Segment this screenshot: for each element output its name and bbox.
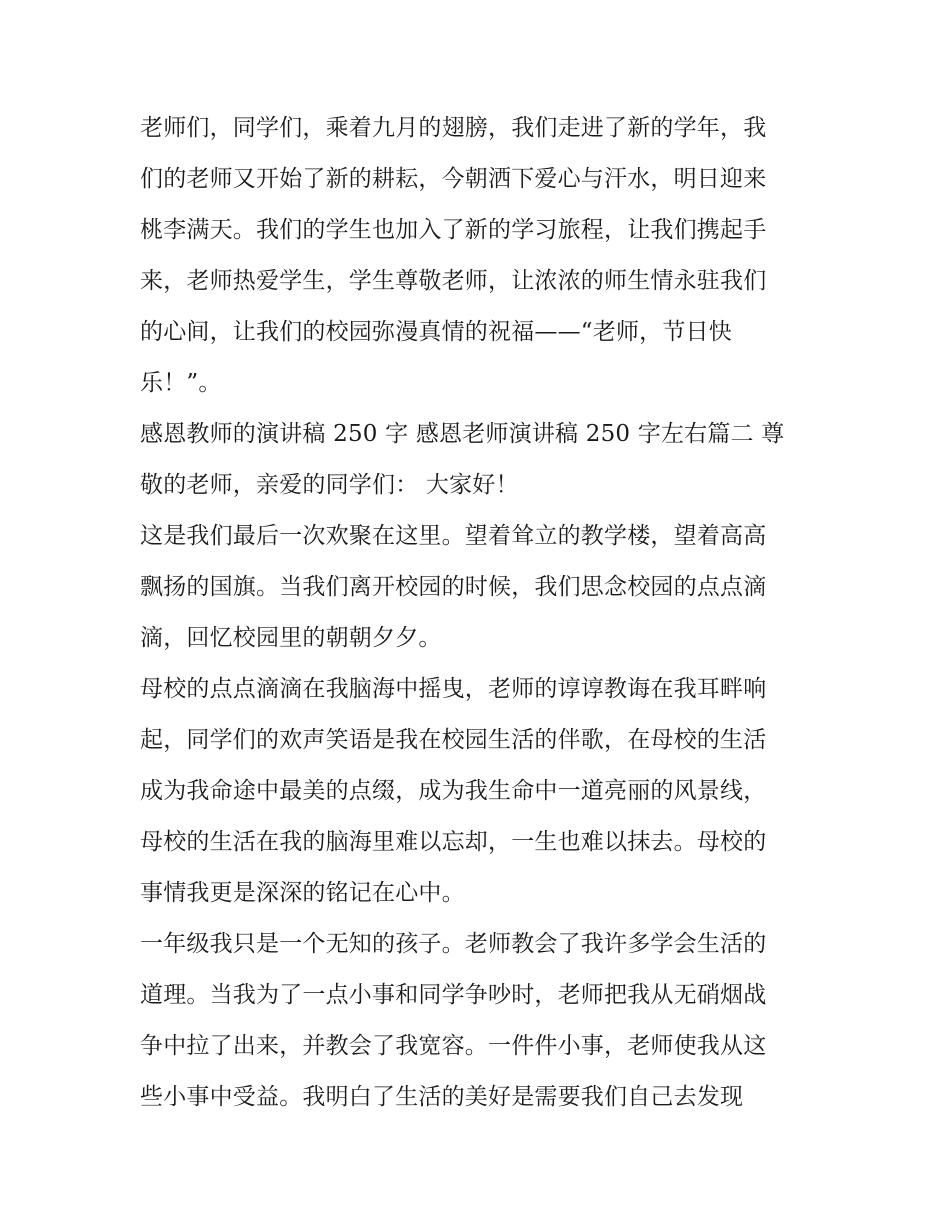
text-line: 滴，回忆校园里的朝朝夕夕。 xyxy=(140,625,442,651)
text-line: 飘扬的国旗。当我们离开校园的时候，我们思念校园的点点滴 xyxy=(140,574,767,600)
text-line: 一年级我只是一个无知的孩子。老师教会了我许多学会生活的 xyxy=(140,931,767,957)
text-line: 起，同学们的欢声笑语是我在校园生活的伴歌，在母校的生活 xyxy=(140,727,767,753)
text-line: 们的老师又开始了新的耕耘，今朝洒下爱心与汗水，明日迎来 xyxy=(140,166,767,192)
text-line: 争中拉了出来，并教会了我宽容。一件件小事，老师使我从这 xyxy=(140,1033,767,1059)
speech-text xyxy=(140,103,820,1123)
text-line: 成为我命途中最美的点缀，成为我生命中一道亮丽的风景线， xyxy=(140,778,767,804)
text-line: 道理。当我为了一点小事和同学争吵时，老师把我从无硝烟战 xyxy=(140,982,767,1008)
text-line: 的心间，让我们的校园弥漫真情的祝福——“老师，节日快 xyxy=(140,319,732,345)
text-line: 这是我们最后一次欢聚在这里。望着耸立的教学楼，望着高高 xyxy=(140,523,767,549)
text-line: 桃李满天。我们的学生也加入了新的学习旅程，让我们携起手 xyxy=(140,217,767,243)
text-line: 母校的生活在我的脑海里难以忘却，一生也难以抹去。母校的 xyxy=(140,829,767,855)
text-line: 老师们，同学们，乘着九月的翅膀，我们走进了新的学年，我 xyxy=(140,115,767,141)
text-line: 些小事中受益。我明白了生活的美好是需要我们自己去发现 xyxy=(140,1084,744,1110)
text-line: 事情我更是深深的铭记在心中。 xyxy=(140,880,465,906)
greeting-line: 敬的老师，亲爱的同学们： 大家好！ xyxy=(140,472,519,498)
text-line: 母校的点点滴滴在我脑海中摇曳，老师的谆谆教诲在我耳畔响 xyxy=(140,676,767,702)
text-line: 乐！”。 xyxy=(140,370,222,396)
text-line: 来，老师热爱学生，学生尊敬老师，让浓浓的师生情永驻我们 xyxy=(140,268,767,294)
section-heading-line: 感恩教师的演讲稿 250 字 感恩老师演讲稿 250 字左右篇二 尊 xyxy=(140,421,785,447)
